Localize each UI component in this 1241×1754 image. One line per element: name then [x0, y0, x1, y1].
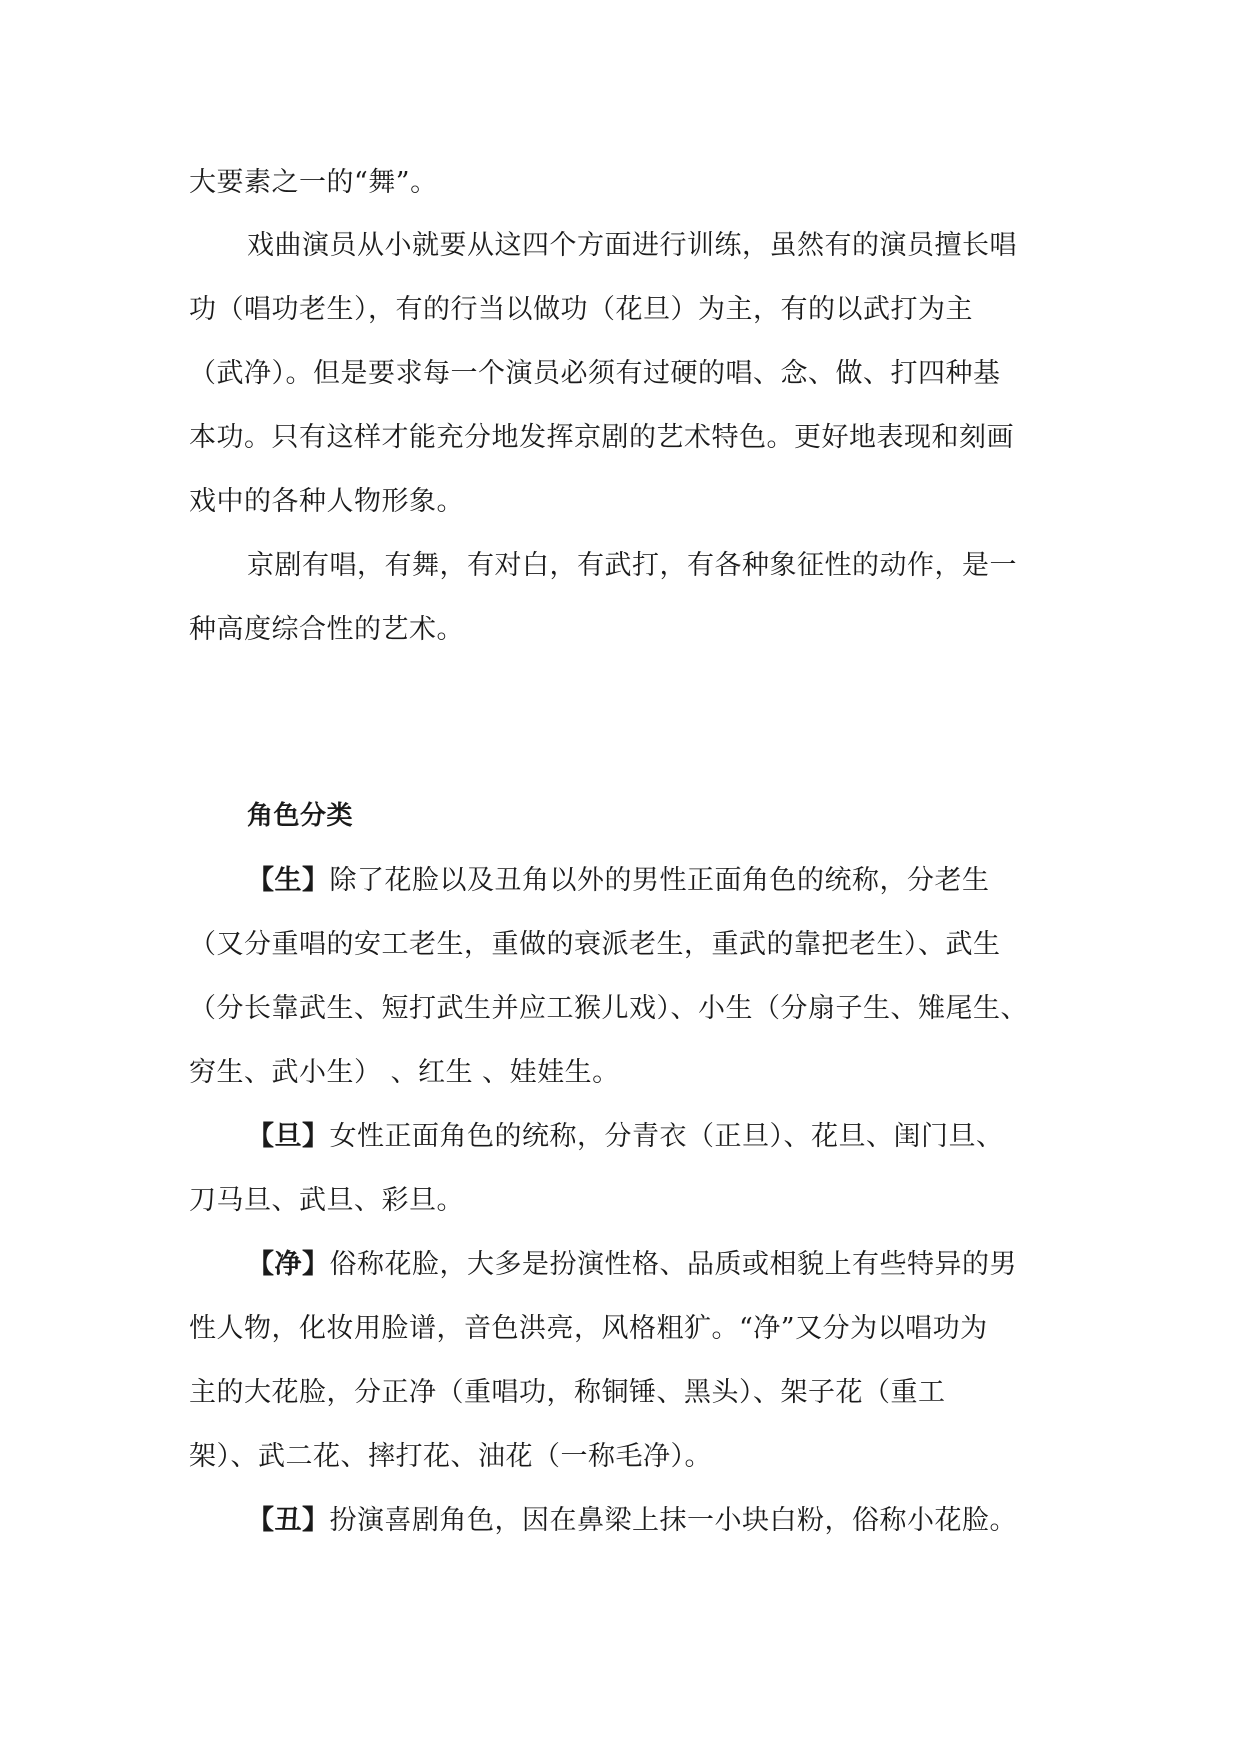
paragraph-line: 架）、武二花、摔打花、油花（一称毛净）。 — [189, 1441, 712, 1472]
paragraph-line: （武净）。但是要求每一个演员必须有过硬的唱、念、做、打四种基 — [189, 358, 1001, 389]
role-tag: 【旦】 — [247, 1121, 330, 1152]
paragraph-line: 戏中的各种人物形象。 — [189, 486, 464, 517]
role-text: 除了花脸以及丑角以外的男性正面角色的统称，分老生 — [329, 865, 990, 896]
paragraph-line: 刀马旦、武旦、彩旦。 — [189, 1185, 464, 1216]
section-title: 角色分类 — [247, 801, 354, 831]
paragraph-line: 功（唱功老生），有的行当以做功（花旦）为主，有的以武打为主 — [189, 294, 973, 325]
role-text: 女性正面角色的统称，分青衣（正旦）、花旦、闺门旦、 — [329, 1121, 1004, 1152]
paragraph-line: 戏曲演员从小就要从这四个方面进行训练，虽然有的演员擅长唱 — [247, 230, 1017, 261]
role-entry-sheng — [247, 861, 1059, 901]
paragraph-line: 大要素之一的“舞”。 — [189, 167, 438, 198]
role-entry-chou — [247, 1501, 1059, 1541]
paragraph-line: 种高度综合性的艺术。 — [189, 614, 464, 645]
role-tag: 【净】 — [247, 1249, 330, 1280]
paragraph-line: 性人物，化妆用脸谱，音色洪亮，风格粗犷。“净”又分为以唱功为 — [189, 1313, 988, 1344]
paragraph-line: （分长靠武生、短打武生并应工猴儿戏）、小生（分扇子生、雉尾生、 — [189, 993, 1028, 1024]
role-text: 俗称花脸，大多是扮演性格、品质或相貌上有些特异的男 — [329, 1249, 1017, 1280]
paragraph-line: 本功。只有这样才能充分地发挥京剧的艺术特色。更好地表现和刻画 — [189, 422, 1014, 453]
role-text: 扮演喜剧角色，因在鼻梁上抹一小块白粉，俗称小花脸。 — [329, 1505, 1017, 1536]
paragraph-line: 京剧有唱，有舞，有对白，有武打，有各种象征性的动作，是一 — [247, 550, 1017, 581]
role-tag: 【生】 — [247, 865, 330, 896]
paragraph-line: 穷生、武小生） 、红生 、娃娃生。 — [189, 1057, 620, 1088]
paragraph-line: （又分重唱的安工老生，重做的衰派老生，重武的靠把老生）、武生 — [189, 929, 1001, 960]
role-entry-jing — [247, 1245, 1059, 1285]
role-tag: 【丑】 — [247, 1505, 330, 1536]
role-entry-dan — [247, 1117, 1059, 1157]
paragraph-line: 主的大花脸，分正净（重唱功，称铜锤、黑头）、架子花（重工 — [189, 1377, 946, 1408]
